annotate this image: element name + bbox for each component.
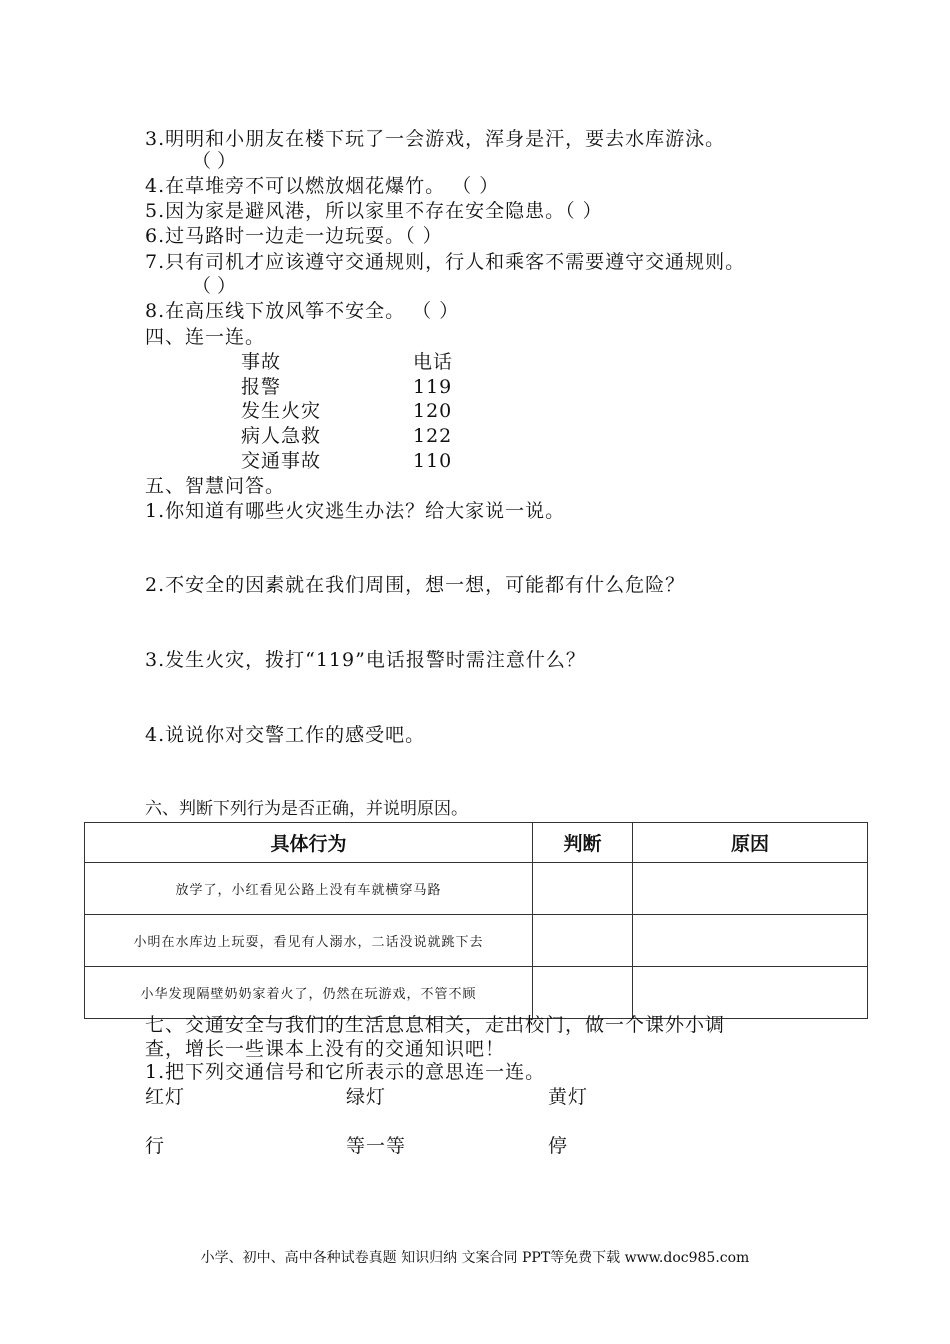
accident-item: 报警 <box>241 376 282 398</box>
table-header-row <box>85 823 868 863</box>
table-row <box>85 915 868 967</box>
signal-meaning: 行 <box>145 1135 166 1157</box>
accident-item: 病人急救 <box>241 425 322 447</box>
behavior-cell: 小明在水库边上玩耍，看见有人溺水，二话没说就跳下去 <box>85 915 533 967</box>
column-header-judgement: 判断 <box>533 823 633 863</box>
behavior-cell: 放学了，小红看见公路上没有车就横穿马路 <box>85 863 533 915</box>
question-3: 3.明明和小朋友在楼下玩了一会游戏，浑身是汗，要去水库游泳。 <box>145 128 726 150</box>
open-question: 2.不安全的因素就在我们周围，想一想，可能都有什么危险？ <box>145 574 686 596</box>
reason-cell[interactable] <box>633 915 868 967</box>
open-question: 1.你知道有哪些火灾逃生办法？给大家说一说。 <box>145 500 566 522</box>
phone-item: 110 <box>413 450 453 472</box>
section-7-title-line-1: 七、交通安全与我们的生活息息相关，走出校门，做一个课外小调 <box>145 1014 726 1036</box>
behavior-judgement-table <box>84 822 868 1019</box>
traffic-signal: 绿灯 <box>346 1086 387 1108</box>
accident-header: 事故 <box>241 351 282 373</box>
table-row <box>85 967 868 1019</box>
page-footer: 小学、初中、高中各种试卷真题 知识归纳 文案合同 PPT等免费下载 www.doc985.com <box>200 1250 750 1266</box>
accident-item: 交通事故 <box>241 450 322 472</box>
reason-cell[interactable] <box>633 967 868 1019</box>
question-7: 7.只有司机才应该遵守交通规则，行人和乘客不需要遵守交通规则。 <box>145 251 746 273</box>
traffic-signal: 黄灯 <box>548 1086 589 1108</box>
phone-item: 119 <box>413 376 453 398</box>
question-4: 4.在草堆旁不可以燃放烟花爆竹。 （ ） <box>145 175 500 197</box>
phone-header: 电话 <box>413 351 454 373</box>
table-row <box>85 863 868 915</box>
answer-paren-7: （ ） <box>192 275 237 297</box>
signal-meaning: 等一等 <box>346 1135 407 1157</box>
column-header-reason: 原因 <box>633 823 868 863</box>
section-4-title: 四、连一连。 <box>145 326 266 348</box>
answer-paren-3: （ ） <box>192 150 237 172</box>
judgement-cell[interactable] <box>533 915 633 967</box>
traffic-signal: 红灯 <box>145 1086 186 1108</box>
section-6-title: 六、判断下列行为是否正确，并说明原因。 <box>145 799 468 819</box>
judgement-cell[interactable] <box>533 863 633 915</box>
section-7-subquestion: 1.把下列交通信号和它所表示的意思连一连。 <box>145 1061 546 1083</box>
accident-item: 发生火灾 <box>241 400 322 422</box>
question-5: 5.因为家是避风港，所以家里不存在安全隐患。（ ） <box>145 200 603 222</box>
column-header-behavior: 具体行为 <box>85 823 533 863</box>
section-7-title-line-2: 查，增长一些课本上没有的交通知识吧！ <box>145 1038 506 1060</box>
question-8: 8.在高压线下放风筝不安全。 （ ） <box>145 300 460 322</box>
open-question: 4.说说你对交警工作的感受吧。 <box>145 724 426 746</box>
signal-meaning: 停 <box>548 1135 569 1157</box>
open-question: 3.发生火灾，拨打“119”电话报警时需注意什么？ <box>145 649 586 671</box>
section-5-title: 五、智慧问答。 <box>145 475 286 497</box>
question-6: 6.过马路时一边走一边玩耍。（ ） <box>145 225 443 247</box>
reason-cell[interactable] <box>633 863 868 915</box>
behavior-cell: 小华发现隔壁奶奶家着火了，仍然在玩游戏，不管不顾 <box>85 967 533 1019</box>
judgement-cell[interactable] <box>533 967 633 1019</box>
phone-item: 122 <box>413 425 453 447</box>
phone-item: 120 <box>413 400 453 422</box>
